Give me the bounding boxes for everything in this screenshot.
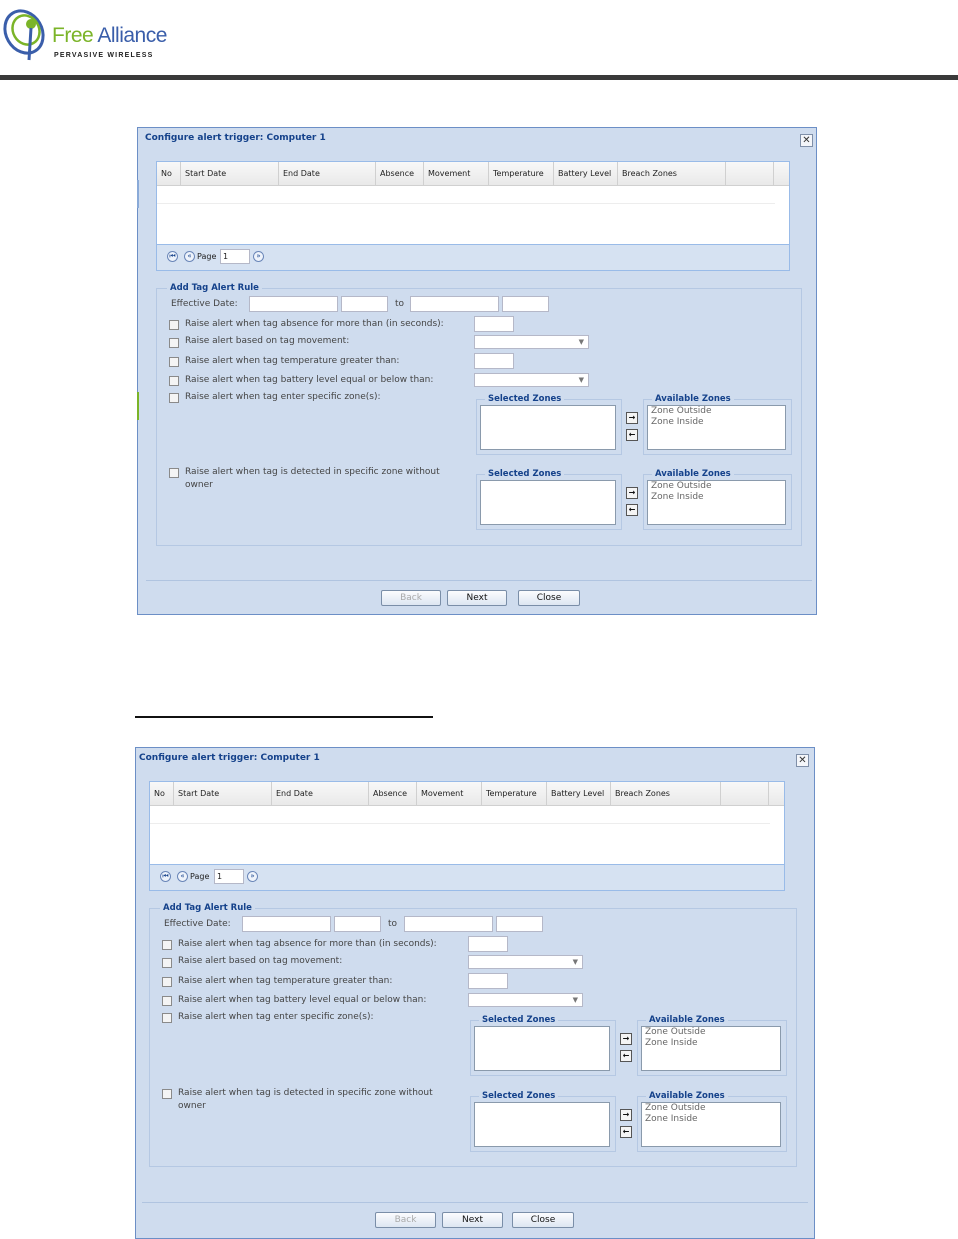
next-button[interactable]: Next bbox=[442, 1212, 503, 1228]
grid-row-line bbox=[157, 203, 775, 204]
margin-mark bbox=[137, 392, 139, 420]
available-zones-list[interactable] bbox=[647, 405, 786, 450]
column-header-no[interactable]: No bbox=[157, 162, 181, 186]
battery-label: Raise alert when tag battery level equal or below than: bbox=[178, 995, 427, 1005]
column-header-extra bbox=[721, 782, 769, 806]
movement-select[interactable] bbox=[468, 955, 583, 969]
zone-option[interactable]: Zone Inside bbox=[645, 1113, 698, 1124]
remove-zone-arrow-icon[interactable]: ← bbox=[626, 429, 638, 441]
zone-option[interactable]: Zone Outside bbox=[651, 481, 712, 491]
movement-select[interactable] bbox=[474, 335, 589, 349]
prev-page-icon[interactable]: « bbox=[184, 251, 195, 262]
column-header-breach-zones[interactable]: Breach Zones bbox=[618, 162, 726, 186]
end-date-input[interactable] bbox=[404, 916, 493, 932]
selected-zones-legend: Selected Zones bbox=[485, 394, 564, 405]
chevron-down-icon: ▼ bbox=[578, 376, 584, 384]
battery-label: Raise alert when tag battery level equal or below than: bbox=[185, 375, 434, 385]
selected-zones-box bbox=[476, 469, 622, 530]
column-header-battery-level[interactable]: Battery Level bbox=[547, 782, 611, 806]
remove-zone-arrow-icon[interactable]: ← bbox=[620, 1050, 632, 1062]
brand-name: Free Alliance bbox=[52, 24, 167, 47]
zone-option[interactable]: Zone Outside bbox=[645, 1103, 706, 1113]
effective-date-label: Effective Date: bbox=[164, 919, 231, 929]
alert-rules-grid bbox=[156, 161, 790, 245]
absence-label: Raise alert when tag absence for more than (in seconds): bbox=[178, 939, 437, 949]
chevron-down-icon: ▼ bbox=[572, 958, 578, 966]
available-zones-list[interactable] bbox=[641, 1026, 781, 1071]
selected-zones-legend: Selected Zones bbox=[479, 1015, 558, 1026]
selected-zones-list[interactable] bbox=[480, 405, 616, 450]
available-zones-box bbox=[643, 469, 792, 530]
footer-separator bbox=[146, 580, 812, 581]
add-zone-arrow-icon[interactable]: → bbox=[620, 1033, 632, 1045]
selected-zones-legend: Selected Zones bbox=[485, 469, 564, 480]
battery-checkbox[interactable] bbox=[169, 376, 179, 386]
end-date-input[interactable] bbox=[410, 296, 499, 312]
add-tag-alert-rule-fieldset bbox=[156, 283, 802, 546]
column-header-battery-level[interactable]: Battery Level bbox=[554, 162, 618, 186]
column-header-absence[interactable]: Absence bbox=[369, 782, 417, 806]
first-page-icon[interactable]: ⏮ bbox=[160, 871, 171, 882]
temperature-input[interactable] bbox=[468, 973, 508, 989]
page-number-input[interactable]: 1 bbox=[220, 249, 250, 264]
page-label: Page bbox=[197, 252, 217, 261]
grid-header bbox=[157, 162, 789, 186]
add-tag-alert-rule-fieldset bbox=[149, 903, 797, 1167]
remove-zone-arrow-icon[interactable]: ← bbox=[626, 504, 638, 516]
temperature-label: Raise alert when tag temperature greater than: bbox=[185, 356, 400, 366]
add-zone-arrow-icon[interactable]: → bbox=[626, 412, 638, 424]
selected-zones-box bbox=[470, 1015, 616, 1076]
remove-zone-arrow-icon[interactable]: ← bbox=[620, 1126, 632, 1138]
available-zones-box bbox=[637, 1015, 787, 1076]
first-page-icon[interactable]: ⏮ bbox=[167, 251, 178, 262]
absence-seconds-input[interactable] bbox=[474, 316, 514, 332]
movement-checkbox[interactable] bbox=[162, 958, 172, 968]
zone-option[interactable]: Zone Outside bbox=[651, 406, 712, 416]
start-date-input[interactable] bbox=[242, 916, 331, 932]
column-header-temperature[interactable]: Temperature bbox=[482, 782, 547, 806]
close-button[interactable]: Close bbox=[518, 590, 580, 606]
column-header-absence[interactable]: Absence bbox=[376, 162, 424, 186]
next-button[interactable]: Next bbox=[447, 590, 507, 606]
movement-label: Raise alert based on tag movement: bbox=[185, 336, 350, 346]
enter-zone-checkbox[interactable] bbox=[169, 393, 179, 403]
effective-date-label: Effective Date: bbox=[171, 299, 238, 309]
zone-option[interactable]: Zone Inside bbox=[651, 416, 704, 427]
start-date-input[interactable] bbox=[249, 296, 338, 312]
enter-zone-label: Raise alert when tag enter specific zone(s): bbox=[178, 1012, 374, 1022]
zone-option[interactable]: Zone Inside bbox=[645, 1037, 698, 1048]
alert-rules-grid bbox=[149, 781, 785, 865]
column-header-extra bbox=[726, 162, 774, 186]
column-header-temperature[interactable]: Temperature bbox=[489, 162, 554, 186]
grid-row-line bbox=[150, 823, 770, 824]
alert-trigger-dialog bbox=[135, 747, 815, 1239]
no-owner-zone-label-cont: owner bbox=[185, 480, 213, 490]
absence-checkbox[interactable] bbox=[162, 940, 172, 950]
brand-tagline: PERVASIVE WIRELESS bbox=[54, 52, 154, 59]
battery-checkbox[interactable] bbox=[162, 996, 172, 1006]
alert-trigger-dialog bbox=[137, 127, 817, 615]
absence-label: Raise alert when tag absence for more than (in seconds): bbox=[185, 319, 444, 329]
battery-select[interactable] bbox=[474, 373, 589, 387]
column-header-breach-zones[interactable]: Breach Zones bbox=[611, 782, 721, 806]
close-button[interactable]: Close bbox=[512, 1212, 574, 1228]
prev-page-icon[interactable]: « bbox=[177, 871, 188, 882]
selected-zones-legend: Selected Zones bbox=[479, 1091, 558, 1102]
enter-zone-label: Raise alert when tag enter specific zone(s): bbox=[185, 392, 381, 402]
back-button[interactable]: Back bbox=[381, 590, 441, 606]
fieldset-legend: Add Tag Alert Rule bbox=[167, 283, 262, 294]
column-header-movement[interactable]: Movement bbox=[417, 782, 482, 806]
next-page-icon[interactable]: » bbox=[253, 251, 264, 262]
selected-zones-list[interactable] bbox=[474, 1102, 610, 1147]
available-zones-legend: Available Zones bbox=[652, 469, 734, 480]
movement-label: Raise alert based on tag movement: bbox=[178, 956, 343, 966]
available-zones-list[interactable] bbox=[641, 1102, 781, 1147]
fieldset-legend: Add Tag Alert Rule bbox=[160, 903, 255, 914]
start-time-input[interactable] bbox=[334, 916, 381, 932]
temperature-checkbox[interactable] bbox=[162, 977, 172, 987]
temperature-checkbox[interactable] bbox=[169, 357, 179, 367]
column-header-movement[interactable]: Movement bbox=[424, 162, 489, 186]
zone-option[interactable]: Zone Inside bbox=[651, 491, 704, 502]
absence-seconds-input[interactable] bbox=[468, 936, 508, 952]
section-underline bbox=[135, 716, 433, 718]
available-zones-legend: Available Zones bbox=[646, 1091, 728, 1102]
chevron-down-icon: ▼ bbox=[572, 996, 578, 1004]
add-zone-arrow-icon[interactable]: → bbox=[620, 1109, 632, 1121]
to-label: to bbox=[388, 919, 398, 929]
selected-zones-list[interactable] bbox=[474, 1026, 610, 1071]
dialog-title: Configure alert trigger: Computer 1 bbox=[145, 133, 326, 143]
add-zone-arrow-icon[interactable]: → bbox=[626, 487, 638, 499]
start-time-input[interactable] bbox=[341, 296, 388, 312]
selected-zones-box bbox=[476, 394, 622, 455]
movement-checkbox[interactable] bbox=[169, 338, 179, 348]
available-zones-box bbox=[637, 1091, 787, 1152]
page-label: Page bbox=[190, 872, 210, 881]
end-time-input[interactable] bbox=[502, 296, 549, 312]
no-owner-zone-checkbox[interactable] bbox=[169, 468, 179, 478]
column-header-end-date[interactable]: End Date bbox=[272, 782, 369, 806]
selected-zones-list[interactable] bbox=[480, 480, 616, 525]
battery-select[interactable] bbox=[468, 993, 583, 1007]
no-owner-zone-label: Raise alert when tag is detected in specific zone without bbox=[178, 1088, 433, 1098]
no-owner-zone-label-cont: owner bbox=[178, 1101, 206, 1111]
no-owner-zone-label: Raise alert when tag is detected in specific zone without bbox=[185, 467, 440, 477]
available-zones-legend: Available Zones bbox=[646, 1015, 728, 1026]
selected-zones-box bbox=[470, 1091, 616, 1152]
temperature-label: Raise alert when tag temperature greater than: bbox=[178, 976, 393, 986]
to-label: to bbox=[395, 299, 405, 309]
temperature-input[interactable] bbox=[474, 353, 514, 369]
column-header-end-date[interactable]: End Date bbox=[279, 162, 376, 186]
end-time-input[interactable] bbox=[496, 916, 543, 932]
chevron-down-icon: ▼ bbox=[578, 338, 584, 346]
free-alliance-logo bbox=[0, 0, 175, 64]
grid-pager bbox=[156, 245, 790, 271]
zone-option[interactable]: Zone Outside bbox=[645, 1027, 706, 1037]
no-owner-zone-checkbox[interactable] bbox=[162, 1089, 172, 1099]
available-zones-list[interactable] bbox=[647, 480, 786, 525]
absence-checkbox[interactable] bbox=[169, 320, 179, 330]
dialog-title: Configure alert trigger: Computer 1 bbox=[139, 753, 320, 763]
back-button[interactable]: Back bbox=[375, 1212, 436, 1228]
available-zones-box bbox=[643, 394, 792, 455]
footer-separator bbox=[142, 1202, 808, 1203]
margin-mark bbox=[137, 180, 139, 208]
close-icon[interactable]: ✕ bbox=[800, 134, 813, 147]
header-rule bbox=[0, 75, 958, 80]
column-header-start-date[interactable]: Start Date bbox=[181, 162, 279, 186]
page-number-input[interactable]: 1 bbox=[214, 869, 244, 884]
grid-pager bbox=[149, 865, 785, 891]
column-header-no[interactable]: No bbox=[150, 782, 174, 806]
next-page-icon[interactable]: » bbox=[247, 871, 258, 882]
close-icon[interactable]: ✕ bbox=[796, 754, 809, 767]
grid-header bbox=[150, 782, 784, 806]
column-header-start-date[interactable]: Start Date bbox=[174, 782, 272, 806]
available-zones-legend: Available Zones bbox=[652, 394, 734, 405]
enter-zone-checkbox[interactable] bbox=[162, 1013, 172, 1023]
